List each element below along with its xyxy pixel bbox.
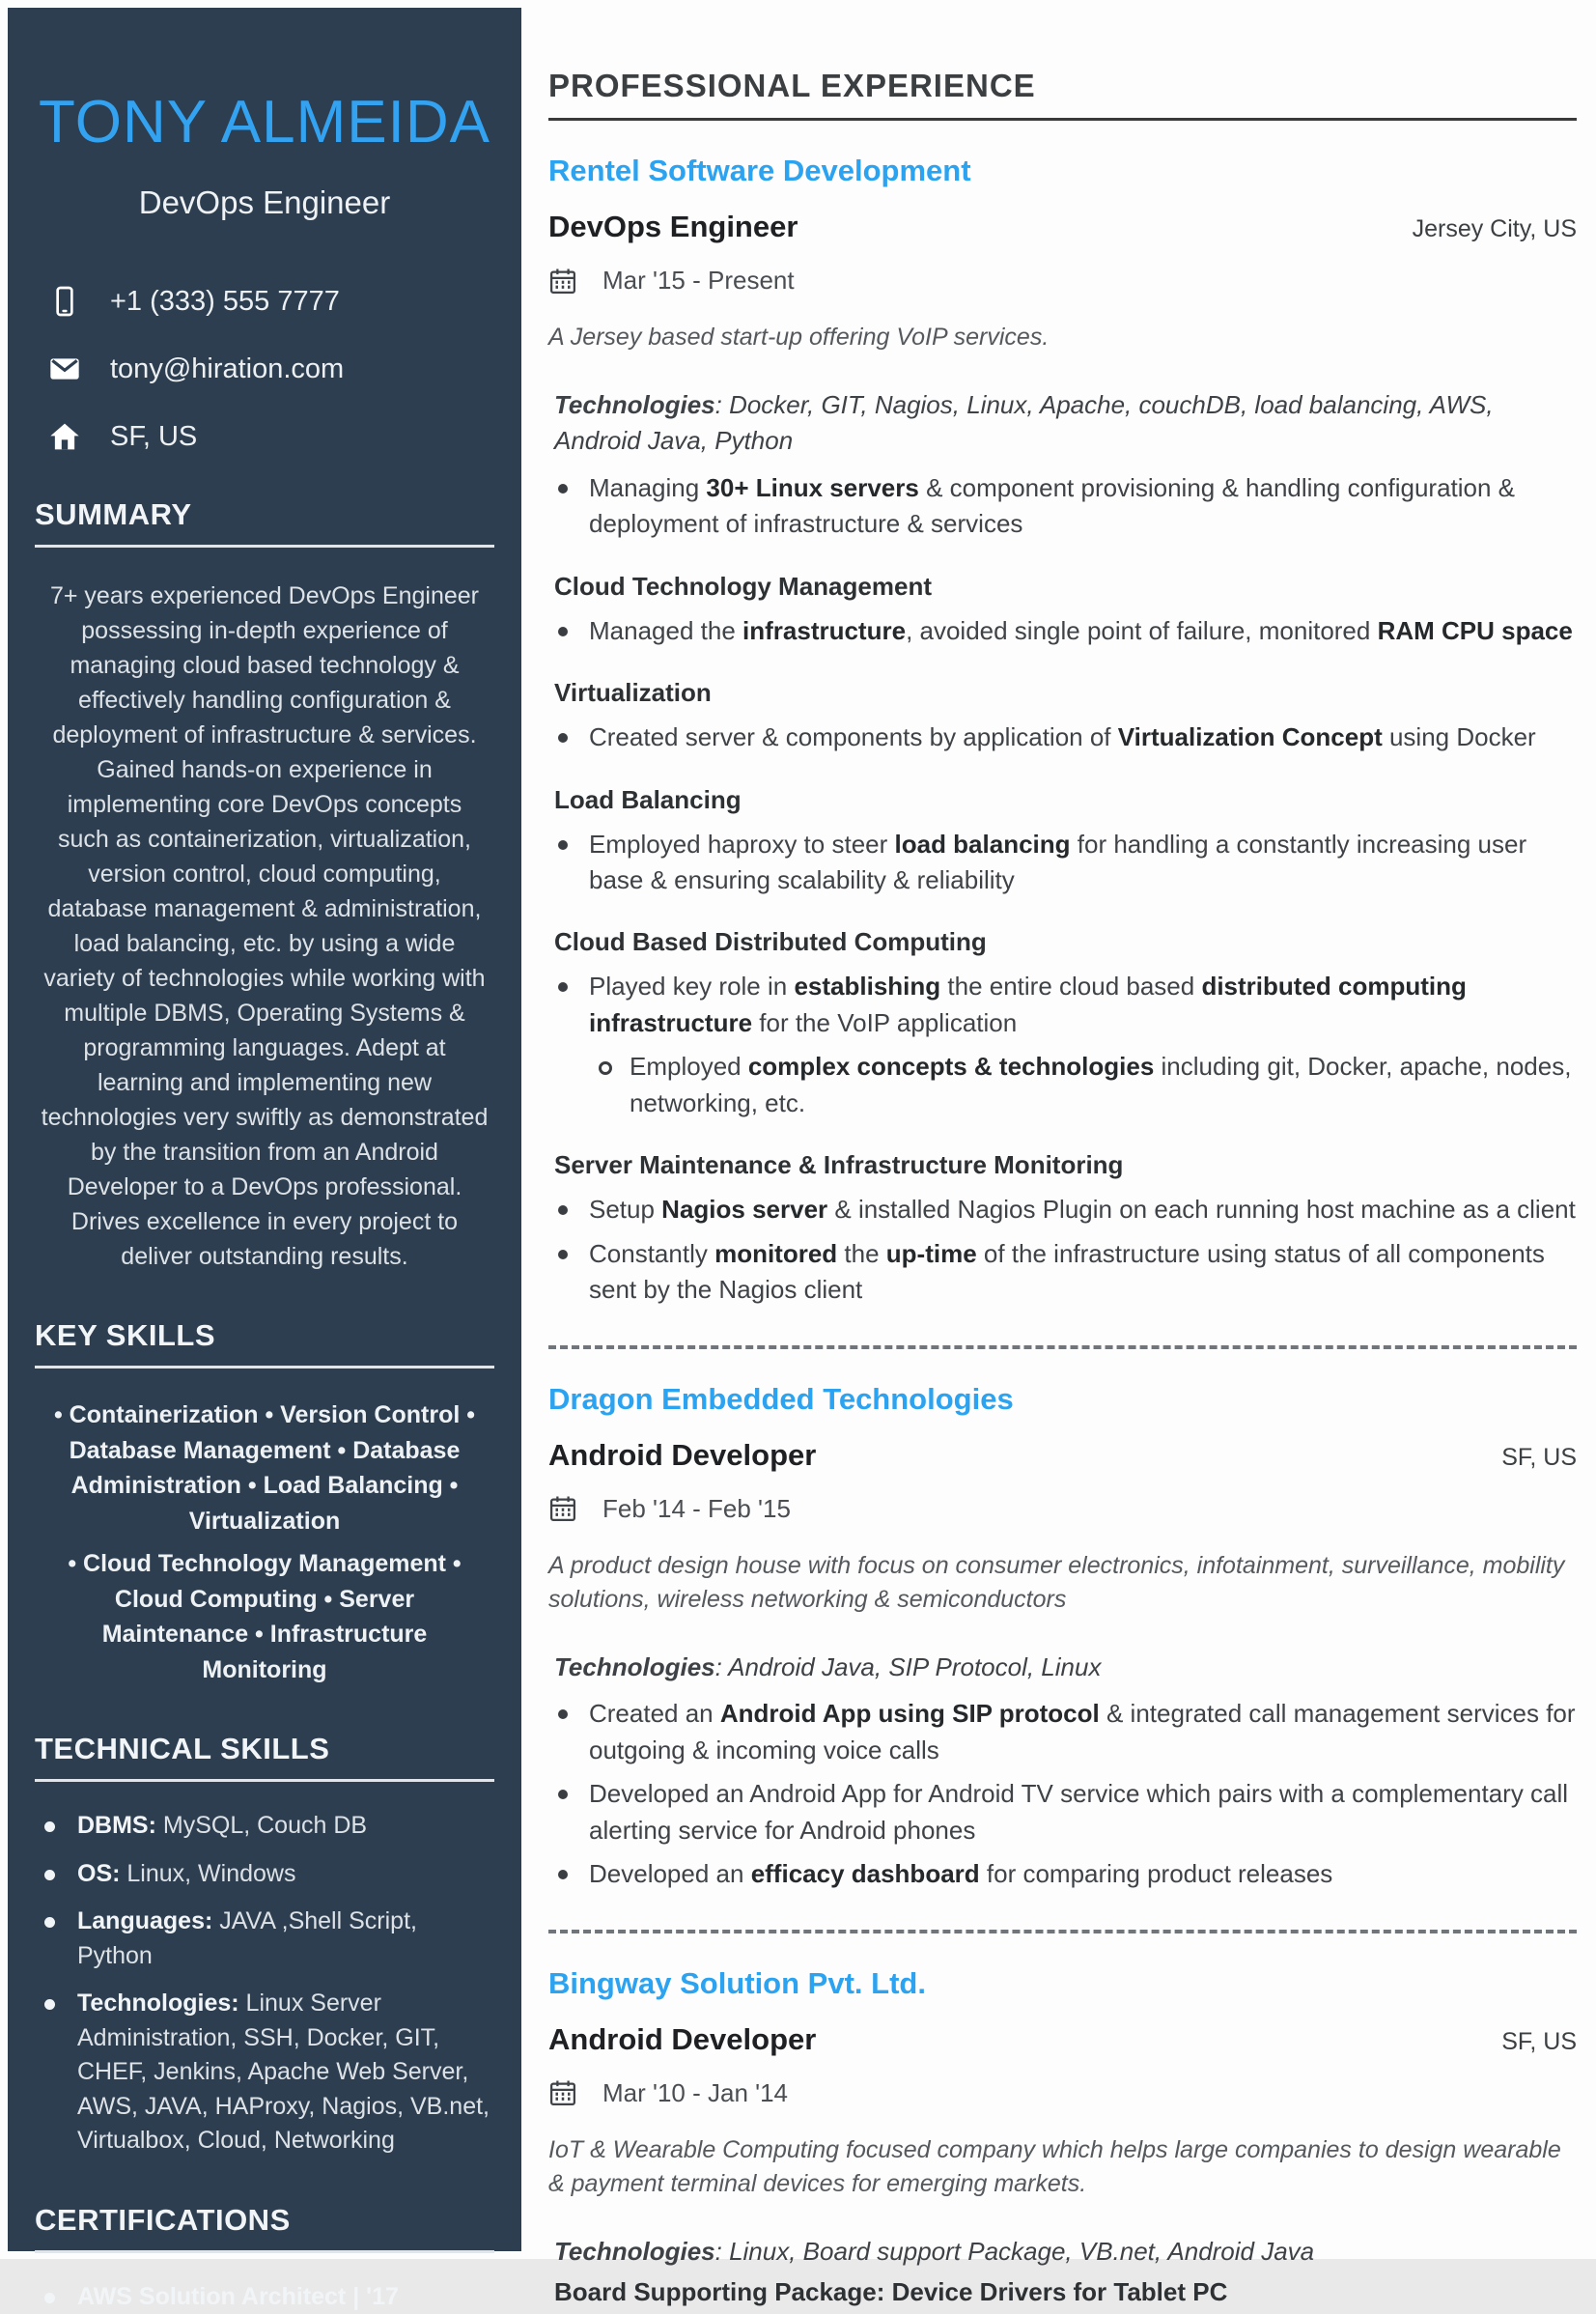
skill-value: Linux Server Administration, SSH, Docker, GIT, CHEF, Jenkins, Apache Web Server, AWS, JAVA, HAProxy, Nagios, VB.net, Virtualbox, Cloud, Networking: [77, 1989, 490, 2155]
text: Created server & components by application of: [589, 722, 1118, 752]
job-role: Android Developer: [548, 1437, 817, 1472]
technologies-value: : Docker, GIT, Nagios, Linux, Apache, couchDB, load balancing, AWS, Android Java, Python: [554, 390, 1494, 455]
job-location: SF, US: [1501, 2027, 1577, 2055]
envelope-icon: [48, 353, 81, 385]
job-dates: Feb '14 - Feb '15: [602, 1493, 791, 1523]
role-row: [548, 210, 1577, 244]
bold-text: RAM CPU space: [1377, 615, 1573, 645]
text: & installed Nagios Plugin on each running host machine as a client: [827, 1195, 1576, 1225]
list-item: [35, 1857, 494, 1892]
job-location: SF, US: [1501, 1443, 1577, 1471]
bullet-item: [548, 1236, 1577, 1309]
bullet-list: [548, 720, 1577, 755]
text: of the infrastructure using status of all components sent by the Nagios client: [589, 1238, 1545, 1305]
contact-list: [48, 285, 494, 453]
technical-skills-section: [35, 1732, 494, 2159]
experience-heading: PROFESSIONAL EXPERIENCE: [548, 68, 1577, 121]
home-icon: [48, 420, 81, 453]
company-description: IoT & Wearable Computing focused company which helps large companies to design wearable & payment terminal devices for emerging markets.: [548, 2135, 1561, 2197]
bullet-item: [548, 613, 1577, 649]
bullet-group-heading: Virtualization: [554, 678, 712, 708]
section-divider: [548, 1930, 1577, 1933]
technologies-line: [554, 2234, 1577, 2270]
job-location: Jersey City, US: [1412, 215, 1577, 242]
technologies-line: [554, 387, 1577, 459]
role-row: [548, 2022, 1577, 2057]
experience-entry: [548, 1382, 1577, 1893]
text: the: [837, 1238, 886, 1268]
experience-entry: [548, 154, 1577, 1309]
job-role: DevOps Engineer: [548, 210, 798, 243]
key-skills-section: [35, 1318, 494, 1687]
text: for comparing product releases: [979, 1859, 1333, 1889]
contact-location-row: [48, 420, 494, 453]
company-name: Rentel Software Development: [548, 154, 971, 187]
skill-label: Technologies:: [77, 1989, 239, 2018]
list-item: [35, 1905, 494, 1973]
phone-number: +1 (333) 555 7777: [110, 285, 340, 317]
text: , avoided single point of failure, monitored: [906, 615, 1378, 645]
bold-text: efficacy dashboard: [750, 1859, 980, 1889]
text: Developed an Android App for Android TV service which pairs with a complementary call alerting service for Android phones: [589, 1779, 1569, 1845]
bold-text: up-time: [885, 1238, 977, 1268]
date-row: [548, 1494, 1577, 1524]
bullet-group-heading: Server Maintenance & Infrastructure Monitoring: [554, 1150, 1124, 1180]
text: & component provisioning & handling configuration & deployment of infrastructure & services: [589, 472, 1516, 539]
bold-text: establishing: [794, 972, 941, 1002]
text: & integrated call management services for outgoing & incoming voice calls: [589, 1699, 1576, 1764]
skill-label: Languages:: [77, 1907, 213, 1935]
skill-label: OS:: [77, 1859, 121, 1887]
text: Constantly: [589, 1238, 715, 1268]
bold-text: distributed computing infrastructure: [589, 972, 1467, 1037]
section-divider: [548, 1345, 1577, 1349]
certifications-section: [35, 2203, 494, 2314]
skill-value: MySQL, Couch DB: [155, 1812, 368, 1840]
text: using Docker: [1382, 722, 1536, 752]
bullet-item: [548, 1192, 1577, 1228]
key-skills-group: • Cloud Technology Management • Cloud Computing • Server Maintenance • Infrastructure Monitoring: [68, 1550, 462, 1683]
company-description: A Jersey based start-up offering VoIP services.: [548, 324, 1050, 351]
board-supporting-line: Board Supporting Package: Device Drivers for Tablet PC: [554, 2276, 1228, 2306]
bold-text: 30+ Linux servers: [706, 472, 919, 502]
technologies-label: Technologies: [554, 2236, 715, 2266]
sub-bullet-item: [589, 1049, 1577, 1121]
job-role: Android Developer: [548, 2021, 817, 2056]
bullet-item: [548, 470, 1577, 543]
text: for handling a constantly increasing user base & ensuring scalability & reliability: [589, 829, 1527, 894]
text: Managing: [589, 472, 707, 502]
bullet-group-heading: Cloud Technology Management: [554, 571, 932, 601]
sidebar: [8, 8, 521, 2310]
candidate-title: DevOps Engineer: [138, 184, 391, 221]
technical-skills-list: [35, 1809, 494, 2159]
bullet-list: [548, 827, 1577, 899]
calendar-icon: [548, 1494, 577, 1523]
bullet-list: [548, 969, 1577, 1121]
bullet-item: [548, 969, 1577, 1041]
list-item: [35, 1809, 494, 1844]
experience-entries: [548, 154, 1577, 2307]
text: Played key role in: [589, 972, 795, 1002]
bullet-list: [548, 1192, 1577, 1308]
bullet-item: [548, 1696, 1577, 1768]
bullet-group-heading: Cloud Based Distributed Computing: [554, 927, 987, 957]
certification-text: AWS Solution Architect | '17: [77, 2282, 399, 2310]
bold-text: monitored: [714, 1238, 838, 1268]
bold-text: load balancing: [894, 829, 1071, 859]
technologies-line: [554, 1650, 1577, 1685]
bullet-item: [548, 827, 1577, 899]
text: Setup: [589, 1195, 662, 1225]
text: the entire cloud based: [940, 972, 1202, 1002]
calendar-icon: [548, 2078, 577, 2107]
list-item: [35, 2280, 494, 2314]
calendar-icon: [548, 267, 577, 296]
bullet-item: [548, 1776, 1577, 1848]
bullet-list: [548, 470, 1577, 543]
technologies-value: : Linux, Board support Package, VB.net, Android Java: [714, 2236, 1315, 2266]
technologies-label: Technologies: [554, 390, 715, 419]
bullet-list: [548, 613, 1577, 649]
contact-phone-row: [48, 285, 494, 318]
bullet-item: [548, 720, 1577, 755]
bullet-item: [548, 1856, 1577, 1892]
phone-icon: [48, 285, 81, 318]
job-dates: Mar '15 - Present: [602, 266, 795, 295]
contact-email-row: [48, 353, 494, 385]
company-description: A product design house with focus on consumer electronics, infotainment, surveillance, mobility solutions, wireless networking & semiconductors: [548, 1551, 1565, 1613]
key-skills-group: • Containerization • Version Control • Database Management • Database Administration • Load Balancing • Virtualization: [53, 1401, 475, 1535]
skill-label: DBMS:: [77, 1812, 156, 1840]
job-dates: Mar '10 - Jan '14: [602, 2077, 789, 2107]
certifications-list: [35, 2280, 494, 2314]
experience-panel: [521, 8, 1588, 2306]
technical-skills-heading: TECHNICAL SKILLS: [35, 1732, 494, 1782]
company-name: Bingway Solution Pvt. Ltd.: [548, 1965, 926, 2000]
text: for the VoIP application: [752, 1007, 1018, 1037]
summary-section: [35, 497, 494, 1274]
key-skills-heading: KEY SKILLS: [35, 1318, 494, 1369]
certifications-heading: CERTIFICATIONS: [35, 2203, 494, 2253]
skill-value: Linux, Windows: [120, 1859, 296, 1887]
bold-text: Virtualization Concept: [1117, 722, 1383, 752]
skill-value: JAVA ,Shell Script, Python: [77, 1907, 417, 1969]
text: Developed an: [589, 1859, 751, 1889]
company-name: Dragon Embedded Technologies: [548, 1381, 1014, 1416]
role-row: [548, 1438, 1577, 1473]
bold-text: infrastructure: [742, 615, 907, 645]
date-row: [548, 266, 1577, 296]
technologies-label: Technologies: [554, 1651, 715, 1681]
text: Employed: [630, 1052, 748, 1082]
location-text: SF, US: [110, 420, 198, 452]
bold-text: Android App using SIP protocol: [719, 1699, 1100, 1729]
summary-text: 7+ years experienced DevOps Engineer possessing in-depth experience of managing cloud based technology & effectively handling configuration & deployment of infrastructure & services. Gained hands-on experience in implementing core DevOps concepts such as containerization, virtualization, version control, cloud computing, database management & administration, load balancing, etc. by using a wide variety of technologies while working with multiple DBMS, Operating Systems & programming languages. Adept at learning and implementing new technologies very swiftly as demonstrated by the transition from an Android Developer to a DevOps professional. Drives excellence in every project to deliver outstanding results.: [41, 582, 489, 1271]
text: including git, Docker, apache, nodes, networking, etc.: [630, 1052, 1572, 1117]
date-row: [548, 2078, 1577, 2108]
experience-entry: [548, 1966, 1577, 2307]
candidate-name: TONY ALMEIDA: [39, 89, 490, 155]
text: Created an: [589, 1699, 720, 1729]
bullet-group-heading: Load Balancing: [554, 784, 742, 814]
text: Managed the: [589, 615, 743, 645]
bold-text: Nagios server: [661, 1195, 828, 1225]
list-item: [35, 1987, 494, 2159]
text: Employed haproxy to steer: [589, 829, 895, 859]
technologies-value: : Android Java, SIP Protocol, Linux: [714, 1651, 1102, 1681]
bold-text: complex concepts & technologies: [747, 1052, 1155, 1082]
email-address: tony@hiration.com: [110, 353, 345, 384]
summary-heading: SUMMARY: [35, 497, 494, 548]
bullet-list: [548, 1696, 1577, 1892]
